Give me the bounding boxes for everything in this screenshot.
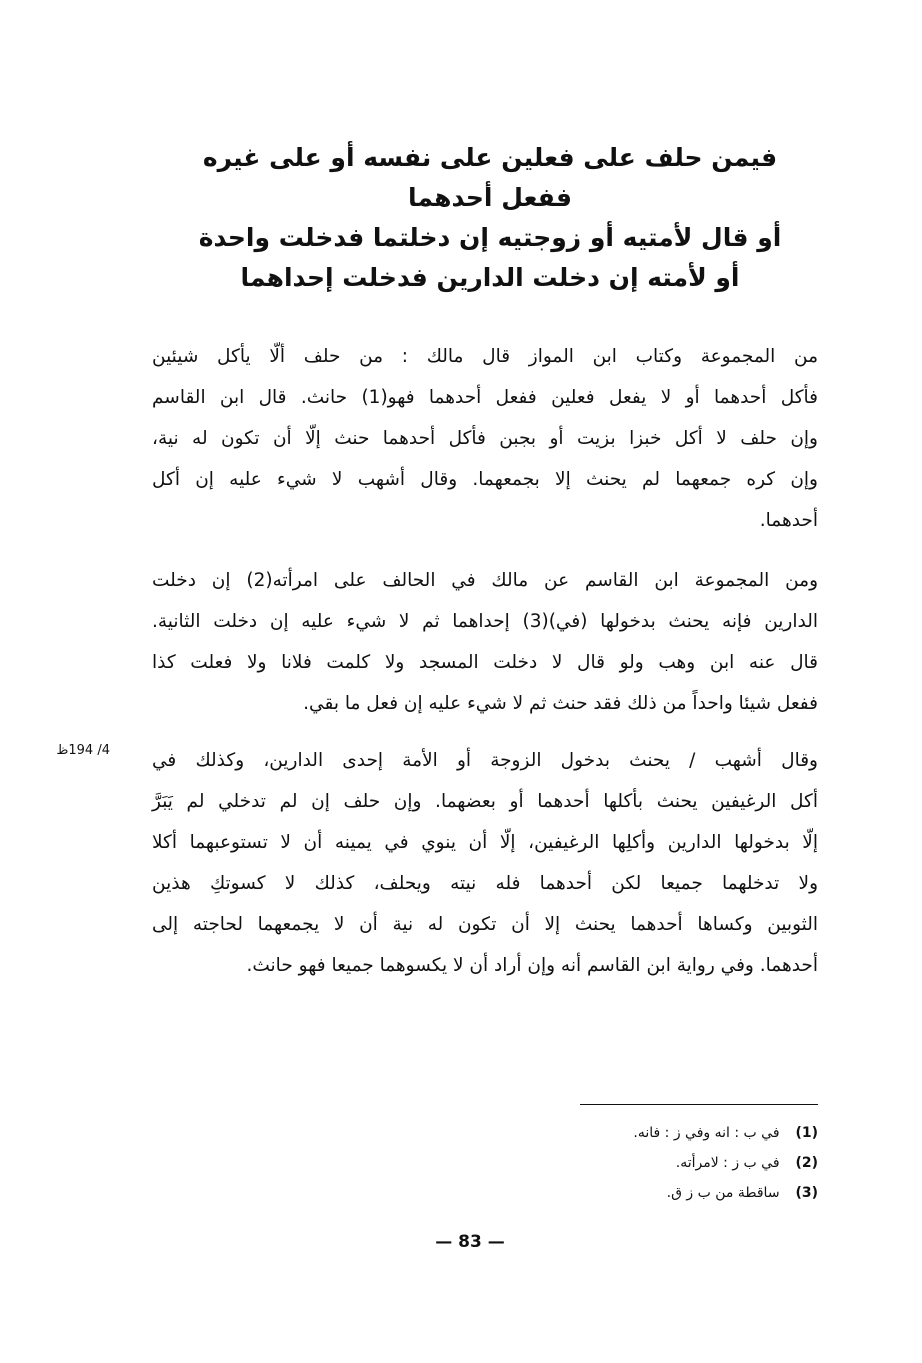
chapter-heading <box>150 138 830 298</box>
text-line: أحدهما. <box>759 510 818 531</box>
footnote-number: (3) <box>795 1185 818 1201</box>
footnote-text: في ب : انه وفي ز : فانه. <box>633 1125 780 1141</box>
footnote-text: في ب ز : لامرأته. <box>675 1155 780 1171</box>
paragraph-1 <box>152 336 818 541</box>
text-line: وإن كره جمعهما لم يحنث إلا بجمعهما. وقال أشهب لا شيء عليه إن أكل <box>152 469 818 490</box>
text-line: أكل الرغيفين يحنث بأكلها أحدهما أو بعضهما. وإن حلف إن لم تدخلي لم يَبَرَّ <box>152 791 818 812</box>
footnote-number: (2) <box>795 1155 818 1171</box>
paragraph-2 <box>152 560 818 724</box>
text-line: ومن المجموعة ابن القاسم عن مالك في الحالف على امرأته(2) إن دخلت <box>152 570 819 591</box>
text-line: ولا تدخلهما جميعا لكن أحدهما فله نيته ويحلف، كذلك لا كسوتكِ هذين <box>152 873 818 894</box>
footnote-number: (1) <box>795 1125 818 1141</box>
footnote-item <box>560 1178 818 1208</box>
footnote-divider <box>580 1104 818 1105</box>
text-line: الثوبين وكساها أحدهما يحنث إلا أن تكون له نية أن لا يجمعهما لحاجته إلى <box>152 914 818 935</box>
text-line: أحدهما. وفي رواية ابن القاسم أنه وإن أراد أن لا يكسوهما جميعا فهو حانث. <box>246 955 818 976</box>
text-line: إلّا بدخولها الدارين وأكلِها الرغيفين، إلّا أن ينوي في يمينه أن لا تستوعبهما أكلا <box>152 832 818 853</box>
page-number: — 83 — <box>435 1232 505 1252</box>
heading-line-2: ففعل أحدهما <box>407 183 572 212</box>
footnote-text: ساقطة من ب ز ق. <box>666 1185 780 1201</box>
heading-line-1: فيمن حلف على فعلين على نفسه أو على غيره <box>202 143 778 172</box>
paragraph-3 <box>152 740 818 986</box>
text-line: قال عنه ابن وهب ولو قال لا دخلت المسجد ولا كلمت فلانا ولا فعلت كذا <box>152 652 818 673</box>
margin-folio-note: 4/ 194ظ <box>56 743 110 758</box>
text-line: وإن حلف لا أكل خبزا بزيت أو بجبن فأكل أحدهما حنث إلّا أن تكون له نية، <box>152 428 818 449</box>
footnote-item <box>560 1148 818 1178</box>
heading-line-3: أو قال لأمتيه أو زوجتيه إن دخلتما فدخلت واحدة <box>198 223 782 252</box>
heading-line-4: أو لأمته إن دخلت الدارين فدخلت إحداهما <box>240 263 740 292</box>
footnote-item <box>560 1118 818 1148</box>
text-line: من المجموعة وكتاب ابن المواز قال مالك : من حلف ألّا يأكل شيئين <box>152 346 818 367</box>
text-line: الدارين فإنه يحنث بدخولها (في)(3) إحداهما ثم لا شيء عليه إن دخلت الثانية. <box>152 611 818 632</box>
footnotes <box>560 1118 818 1208</box>
text-line: ففعل شيئا واحداً من ذلك فقد حنث ثم لا شيء عليه إن فعل ما بقي. <box>303 693 818 714</box>
text-line: فأكل أحدهما أو لا يفعل فعلين ففعل أحدهما فهو(1) حانث. قال ابن القاسم <box>152 387 819 408</box>
text-line: وقال أشهب / يحنث بدخول الزوجة أو الأمة إحدى الدارين، وكذلك في <box>152 750 818 771</box>
